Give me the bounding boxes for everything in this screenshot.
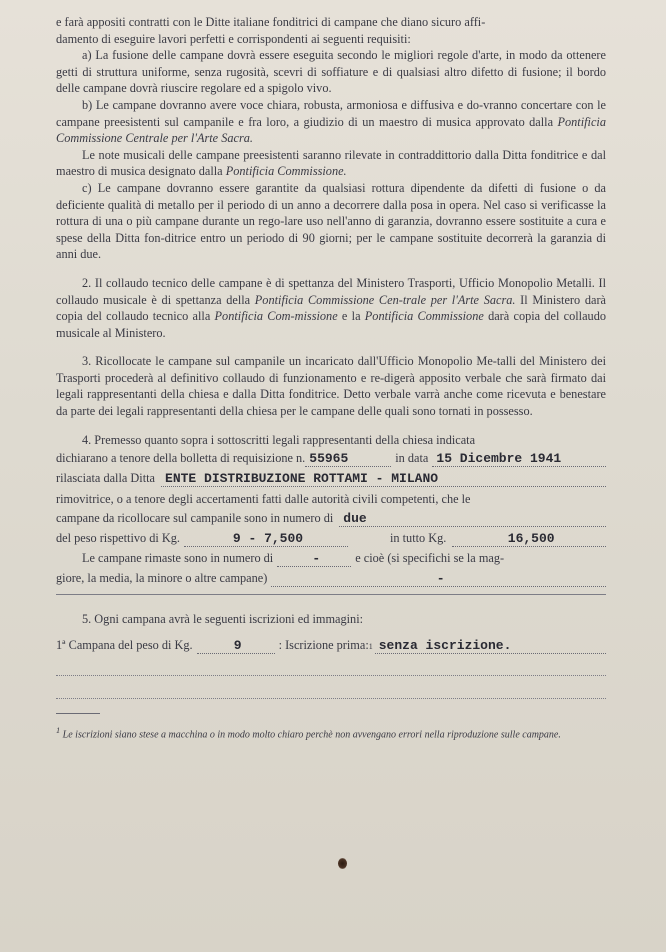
cioe-label: e cioè (si specifichi se la mag- [355,550,505,565]
iscrizione-label: : Iscrizione prima: [278,638,369,653]
section-2-text-a: 2. Il collaudo tecnico delle campane è di spettanza del Ministero Trasporti, Ufficio Monopolio Metalli. Il collaudo musicale è di spettanza della [56,275,606,307]
requirement-b-text-2: Le note musicali delle campane preesistenti saranno rilevate in contraddittorio dalla Ditta fonditrice e dal maestro di musica designato dalla [56,147,606,179]
intro-line-2: damento di eseguire lavori perfetti e corrispondenti ai seguenti requisiti: [56,31,411,46]
rimovitrice-text: rimovitrice, o a tenore degli accertamenti fatti dalle autorità civili competenti, che le [56,492,471,507]
campana-peso-field[interactable]: 9 [197,638,275,654]
footnote-ref: 1 [368,642,373,652]
campana-row [56,635,606,657]
rimaste-row [56,548,606,568]
blank-line-1 [56,675,606,676]
requirement-b-text-1: b) Le campane dovranno avere voce chiara, robusta, armoniosa e diffusiva e do-vranno concertare con le campane preesistenti sul campanile e fra loro, a giudizio di un maestro di musica approvato dalla [56,97,606,129]
requirement-b-cont [56,147,606,180]
section-2-text-c: e la [337,309,365,324]
footnote-divider [56,713,100,714]
footnote-mark: 1 [56,726,61,736]
section-5-heading: 5. Ogni campana avrà le seguenti iscrizioni ed immagini: [82,611,364,626]
iscrizione-field[interactable]: senza iscrizione. [375,638,606,654]
numero-label: campane da ricollocare sul campanile sono in numero di [56,510,334,525]
footnote-text: Le iscrizioni siano stese a macchina o in modo molto chiaro perchè non avvengano errori nella riproduzione sulle campane. [62,729,561,741]
footnote [56,724,606,741]
numero-field[interactable]: due [339,511,606,527]
intro-line-1: e farà appositi contratti con le Ditte italiane fonditrici di campane che diano sicuro affi- [56,15,486,29]
requirement-b-italic-2: Pontificia Commissione. [225,164,347,179]
section-2-italic-2: Pontificia Com-missione [214,309,338,324]
data-field[interactable]: 15 Dicembre 1941 [432,451,606,467]
ditta-field[interactable]: ENTE DISTRIBUZIONE ROTTAMI - MILANO [161,471,606,487]
bolletta-number-field[interactable]: 55965 [305,451,391,467]
rimaste-field[interactable]: - [277,551,351,567]
section-4-line-1: 4. Premesso quanto sopra i sottoscritti legali rappresentanti della chiesa indicata [82,432,476,447]
requirement-b [56,97,606,147]
giore-row [56,568,606,588]
tutto-field[interactable]: 16,500 [452,531,606,547]
blank-line-2 [56,698,606,699]
section-3: 3. Ricollocate le campane sul campanile un incaricato dall'Ufficio Monopolio Me-talli del Ministero dei Trasporti procederà al definitivo collaudo di funzionamento e re-digerà apposito verbale che sarà firmato dai legali rappresentanti della chiesa e dalla Ditta fonditrice. Detto verbale varrà anche come ricevuta e benestare da parte dei legali rappresentanti della chiesa per le campane delle quali sono tornati in possesso. [56,354,606,419]
peso-field[interactable]: 9 - 7,500 [184,531,348,547]
requirement-b-italic-1: Pontificia Commissione Centrale per l'Arte Sacra. [56,114,606,146]
data-label: in data [395,451,429,466]
ditta-row [56,468,606,488]
campana-label: 1ª Campana del peso di Kg. [56,638,193,653]
numero-row [56,508,606,528]
section-4-divider [56,594,606,595]
bolletta-label: dichiarano a tenore della bolletta di requisizione n. [56,451,306,466]
section-4 [56,432,606,595]
rimaste-label: Le campane rimaste sono in numero di [82,550,274,565]
section-2-italic-1: Pontificia Commissione Cen-trale per l'Arte Sacra. [254,292,516,307]
section-2-italic-3: Pontificia Commissione [364,309,484,324]
ditta-label: rilasciata dalla Ditta [56,471,156,486]
tutto-label: in tutto Kg. [389,530,447,545]
section-5 [56,611,606,700]
section-2-text-b: Il Ministero darà copia del collaudo tecnico alla [56,292,606,324]
requirement-a: a) La fusione delle campane dovrà essere eseguita secondo le migliori regole d'arte, in modo da ottenere getti di struttura uniforme, senza rugosità, scevri di soffiature e di qualsiasi altro difetto di fusione; il bordo delle campane dovrà riuscire regolare ed a spigolo vivo. [56,48,606,96]
giore-field[interactable]: - [271,571,606,587]
section-2-text-d: darà copia del collaudo musicale al Ministero. [56,309,607,340]
bolletta-row [56,448,606,468]
peso-label: del peso rispettivo di Kg. [56,530,180,545]
requirement-c: c) Le campane dovranno essere garantite da qualsiasi rottura dipendente da difetti di fusione o da deficiente qualità di metallo per il periodo di un anno a decorrere dalla posa in opera. Nel caso si verificasse la rottura di una o più campane durante un rego-lare uso nell'anno di garanzia, dovranno essere sostituite a cura e spese della Ditta fon-ditrice entro un periodo di 90 giorni; per le campane sostituite decorrerà la garanzia di anni due. [56,180,606,262]
section-2 [56,275,606,341]
peso-row [56,528,606,548]
ink-blot [338,858,347,869]
giore-label: giore, la media, la minore o altre campane) [56,570,268,585]
